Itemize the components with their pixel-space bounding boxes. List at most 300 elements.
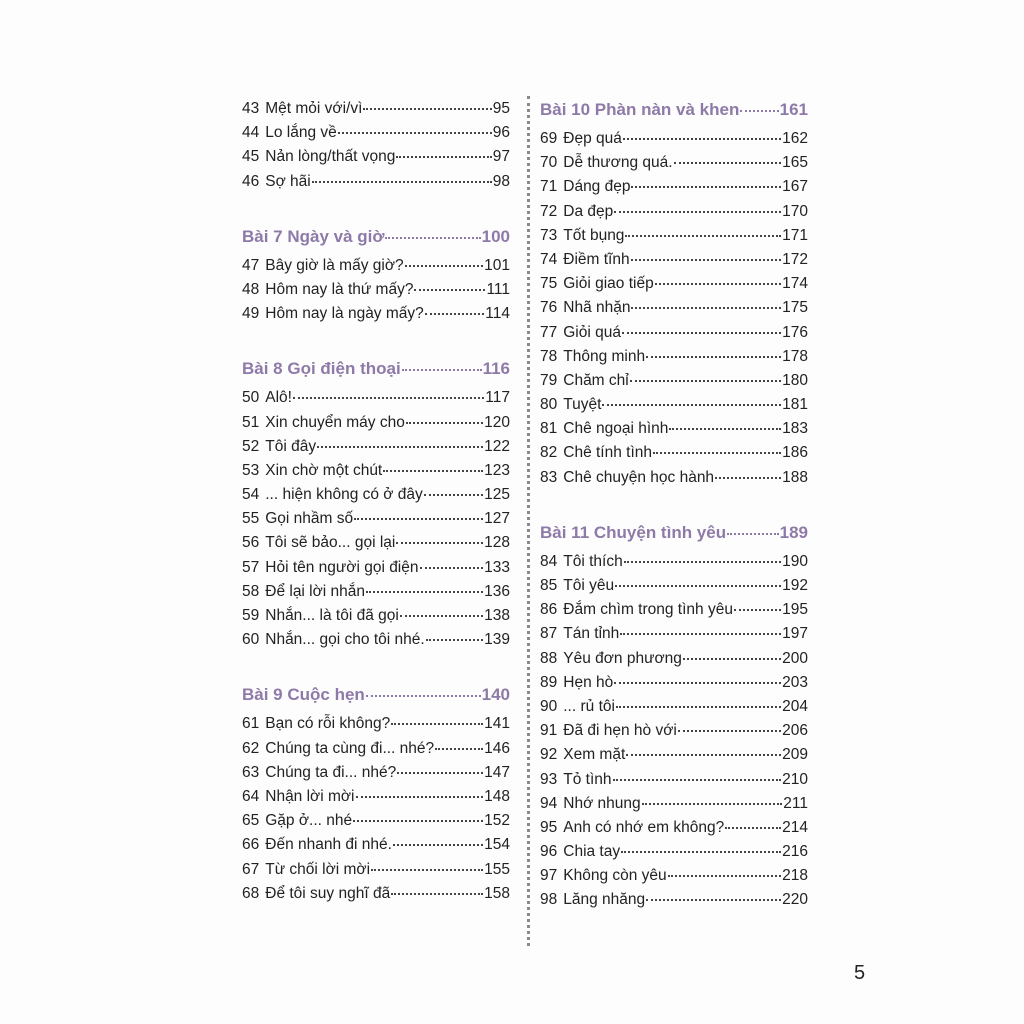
entry-number: 87 <box>540 625 558 643</box>
dot-leader <box>602 404 781 406</box>
page-number: 5 <box>854 962 866 984</box>
dot-leader <box>424 494 483 496</box>
entry-page-number: 192 <box>782 577 808 594</box>
entry-page-number: 95 <box>492 100 510 117</box>
dot-leader <box>371 869 483 871</box>
entry-number: 43 <box>242 100 260 117</box>
entry-title: ... hiện không có ở đây <box>265 486 423 504</box>
entry-title: Từ chối lời mời <box>265 860 371 878</box>
toc-entry <box>242 257 510 281</box>
dot-leader <box>366 695 481 697</box>
section-heading <box>242 359 510 389</box>
entry-page-number: 195 <box>782 601 808 619</box>
entry-page-number: 136 <box>484 582 510 600</box>
entry-number: 58 <box>242 582 260 600</box>
entry-title: Nhắn... gọi cho tôi nhé. <box>265 631 425 649</box>
toc-entry <box>242 631 510 655</box>
toc-entry <box>242 740 510 764</box>
entry-number: 93 <box>540 770 558 788</box>
dot-leader <box>620 633 781 635</box>
entry-number: 48 <box>242 280 260 298</box>
toc-entry <box>540 746 808 770</box>
entry-number: 47 <box>242 256 260 274</box>
dot-leader <box>655 283 781 285</box>
entry-number: 78 <box>540 347 558 365</box>
toc-entry <box>540 420 808 444</box>
dot-leader <box>734 609 781 611</box>
entry-page-number: 162 <box>782 130 808 147</box>
toc-entry <box>540 553 808 577</box>
dot-leader <box>674 162 782 164</box>
section-page-number: 140 <box>481 685 510 705</box>
entry-number: 61 <box>242 715 260 733</box>
section-heading <box>540 523 808 553</box>
dot-leader <box>642 803 783 805</box>
toc-entry <box>242 715 510 739</box>
column-divider <box>527 96 530 946</box>
dot-leader <box>366 591 483 593</box>
entry-title: Tuyệt <box>563 396 602 414</box>
entry-number: 89 <box>540 673 558 691</box>
entry-number: 63 <box>242 763 260 781</box>
entry-number: 90 <box>540 697 558 715</box>
entry-number: 86 <box>540 601 558 619</box>
entry-page-number: 172 <box>782 250 808 268</box>
entry-page-number: 203 <box>782 673 808 691</box>
toc-entry <box>242 534 510 558</box>
entry-page-number: 186 <box>782 444 808 462</box>
entry-page-number: 183 <box>782 420 808 438</box>
toc-entry <box>540 324 808 348</box>
entry-title: Gọi nhầm số <box>265 510 354 528</box>
entry-number: 96 <box>540 843 558 861</box>
entry-title: Alô! <box>265 389 292 407</box>
dot-leader <box>616 706 781 708</box>
entry-page-number: 154 <box>484 836 510 854</box>
section-title: Bài 10 Phàn nàn và khen <box>540 100 740 119</box>
entry-title: Không còn yêu <box>563 867 667 885</box>
entry-title: Giỏi quá <box>563 323 621 341</box>
toc-entry <box>540 299 808 323</box>
entry-page-number: 111 <box>486 280 510 298</box>
dot-leader <box>391 723 483 725</box>
entry-number: 75 <box>540 275 558 293</box>
dot-leader <box>383 470 483 472</box>
entry-page-number: 152 <box>484 812 510 830</box>
entry-number: 76 <box>540 299 558 317</box>
toc-entry <box>242 583 510 607</box>
toc-entry <box>540 867 808 891</box>
toc-entry <box>242 281 510 305</box>
entry-page-number: 218 <box>782 867 808 885</box>
entry-number: 74 <box>540 250 558 268</box>
entry-title: Tốt bụng <box>563 226 625 244</box>
entry-title: Nhã nhặn <box>563 299 631 317</box>
dot-leader <box>425 313 485 315</box>
entry-title: Chúng ta đi... nhé? <box>265 763 397 781</box>
entry-page-number: 127 <box>484 510 510 528</box>
entry-number: 72 <box>540 202 558 220</box>
toc-right-column <box>540 100 808 916</box>
dot-leader <box>646 356 781 358</box>
entry-title: Xem mặt <box>563 746 626 764</box>
section-title: Bài 7 Ngày và giờ <box>242 226 385 246</box>
toc-entry <box>540 469 808 493</box>
dot-leader <box>391 893 483 895</box>
entry-page-number: 147 <box>484 763 510 781</box>
entry-page-number: 170 <box>782 202 808 220</box>
toc-entry <box>540 348 808 372</box>
entry-title: Lo lắng về <box>265 124 337 142</box>
entry-number: 94 <box>540 794 558 812</box>
entry-title: Hỏi tên người gọi điện <box>265 558 419 576</box>
dot-leader <box>669 428 781 430</box>
entry-number: 71 <box>540 178 558 196</box>
dot-leader <box>626 754 781 756</box>
entry-number: 77 <box>540 323 558 341</box>
entry-number: 51 <box>242 413 260 431</box>
entry-number: 44 <box>242 124 260 142</box>
toc-entry <box>242 124 510 148</box>
entry-title: Bạn có rỗi không? <box>265 715 391 733</box>
entry-title: Xin chuyển máy cho <box>265 413 405 431</box>
toc-entry <box>242 438 510 462</box>
entry-title: Sợ hãi <box>265 172 311 190</box>
entry-title: Giỏi giao tiếp <box>563 275 654 293</box>
toc-entry <box>540 275 808 299</box>
section-page-number: 100 <box>481 226 510 246</box>
entry-title: Đẹp quá <box>563 130 622 147</box>
entry-page-number: 97 <box>492 148 510 166</box>
entry-title: Chia tay <box>563 843 621 861</box>
entry-page-number: 165 <box>782 154 808 172</box>
dot-leader <box>631 259 782 261</box>
toc-entry <box>540 154 808 178</box>
toc-entry <box>540 722 808 746</box>
entry-number: 95 <box>540 818 558 836</box>
dot-leader <box>405 265 484 267</box>
entry-page-number: 114 <box>485 305 510 323</box>
entry-page-number: 138 <box>484 607 510 624</box>
entry-title: Nhắn... là tôi đã gọi <box>265 607 399 624</box>
entry-number: 59 <box>242 607 260 624</box>
toc-entry <box>242 885 510 909</box>
toc-entry <box>540 795 808 819</box>
entry-page-number: 174 <box>782 275 808 293</box>
entry-title: Xin chờ một chút <box>265 461 383 479</box>
entry-number: 69 <box>540 130 558 147</box>
entry-title: Tỏ tình <box>563 770 612 788</box>
dot-leader <box>338 132 492 134</box>
entry-title: Chăm chỉ <box>563 371 629 389</box>
entry-title: Gặp ở... nhé <box>265 812 353 830</box>
entry-page-number: 220 <box>782 891 808 909</box>
entry-title: Anh có nhớ em không? <box>563 818 725 836</box>
entry-page-number: 139 <box>484 631 510 649</box>
toc-entry <box>242 414 510 438</box>
entry-page-number: 178 <box>782 347 808 365</box>
toc-entry <box>242 607 510 631</box>
entry-page-number: 209 <box>782 746 808 764</box>
entry-page-number: 181 <box>782 396 808 414</box>
entry-title: Bây giờ là mấy giờ? <box>265 256 404 274</box>
entry-number: 83 <box>540 468 558 486</box>
entry-number: 54 <box>242 486 260 504</box>
entry-page-number: 96 <box>492 124 510 142</box>
dot-leader <box>715 477 781 479</box>
toc-entry <box>540 698 808 722</box>
dot-leader <box>622 332 781 334</box>
dot-leader <box>614 682 781 684</box>
section-title: Bài 11 Chuyện tình yêu <box>540 522 727 542</box>
toc-entry <box>540 625 808 649</box>
dot-leader <box>414 289 485 291</box>
entry-title: Điềm tĩnh <box>563 250 630 268</box>
toc-entry <box>242 836 510 860</box>
entry-page-number: 125 <box>484 486 510 504</box>
entry-page-number: 128 <box>484 534 510 552</box>
toc-entry <box>242 148 510 172</box>
entry-page-number: 133 <box>484 558 510 576</box>
dot-leader <box>396 542 483 544</box>
entry-page-number: 188 <box>782 468 808 486</box>
entry-number: 46 <box>242 172 260 190</box>
entry-title: Tôi đây <box>265 437 317 455</box>
toc-entry <box>242 764 510 788</box>
toc-entry <box>540 771 808 795</box>
dot-leader <box>740 110 778 112</box>
entry-title: Đắm chìm trong tình yêu <box>563 601 733 619</box>
entry-title: Hôm nay là ngày mấy? <box>265 305 424 323</box>
entry-title: Để lại lời nhắn <box>265 582 366 600</box>
entry-page-number: 117 <box>485 389 510 407</box>
dot-leader <box>623 138 781 140</box>
toc-entry <box>242 100 510 124</box>
entry-title: Dễ thương quá. <box>563 154 673 172</box>
dot-leader <box>727 533 779 535</box>
section-title: Bài 9 Cuộc hẹn <box>242 685 365 705</box>
toc-entry <box>540 577 808 601</box>
entry-page-number: 98 <box>492 172 510 190</box>
section-page-number: 161 <box>779 100 808 119</box>
toc-entry <box>242 559 510 583</box>
entry-page-number: 206 <box>782 722 808 740</box>
toc-entry <box>540 843 808 867</box>
entry-page-number: 141 <box>484 715 510 733</box>
toc-entry <box>540 650 808 674</box>
toc-left-column <box>242 100 510 909</box>
entry-page-number: 214 <box>782 818 808 836</box>
entry-title: Hôm nay là thứ mấy? <box>265 280 414 298</box>
entry-number: 80 <box>540 396 558 414</box>
dot-leader <box>396 156 491 158</box>
dot-leader <box>293 397 484 399</box>
entry-number: 70 <box>540 154 558 172</box>
dot-leader <box>614 211 781 213</box>
entry-title: Nhận lời mời <box>265 787 355 805</box>
entry-number: 67 <box>242 860 260 878</box>
dot-leader <box>406 422 483 424</box>
section-page-number: 116 <box>482 359 510 379</box>
entry-number: 68 <box>242 884 260 902</box>
entry-number: 60 <box>242 631 260 649</box>
entry-number: 53 <box>242 461 260 479</box>
dot-leader <box>621 851 781 853</box>
entry-number: 97 <box>540 867 558 885</box>
entry-number: 84 <box>540 552 558 570</box>
entry-page-number: 210 <box>782 770 808 788</box>
entry-page-number: 167 <box>782 178 808 196</box>
dot-leader <box>435 748 483 750</box>
entry-number: 73 <box>540 226 558 244</box>
dot-leader <box>678 730 781 732</box>
entry-page-number: 197 <box>782 625 808 643</box>
entry-page-number: 155 <box>484 860 510 878</box>
dot-leader <box>312 181 492 183</box>
section-heading <box>242 685 510 715</box>
toc-entry <box>540 444 808 468</box>
entry-page-number: 148 <box>484 787 510 805</box>
entry-title: ... rủ tôi <box>563 697 615 715</box>
entry-page-number: 122 <box>484 437 510 455</box>
toc-entry <box>540 178 808 202</box>
entry-page-number: 216 <box>782 843 808 861</box>
toc-entry <box>242 861 510 885</box>
dot-leader <box>354 518 483 520</box>
toc-entry <box>242 173 510 197</box>
entry-number: 52 <box>242 437 260 455</box>
dot-leader <box>420 567 484 569</box>
entry-title: Chê ngoại hình <box>563 420 669 438</box>
dot-leader <box>668 875 781 877</box>
entry-title: Đến nhanh đi nhé. <box>265 836 392 854</box>
entry-title: Nản lòng/thất vọng <box>265 148 396 166</box>
entry-number: 85 <box>540 577 558 594</box>
entry-number: 98 <box>540 891 558 909</box>
toc-entry <box>242 788 510 812</box>
section-heading <box>540 100 808 130</box>
entry-page-number: 146 <box>484 739 510 757</box>
dot-leader <box>393 844 483 846</box>
entry-page-number: 176 <box>782 323 808 341</box>
dot-leader <box>356 796 484 798</box>
toc-entry <box>242 510 510 534</box>
entry-title: Da đẹp <box>563 202 614 220</box>
toc-entry <box>540 674 808 698</box>
dot-leader <box>363 108 491 110</box>
dot-leader <box>625 235 781 237</box>
dot-leader <box>397 772 483 774</box>
dot-leader <box>624 561 781 563</box>
entry-page-number: 171 <box>782 226 808 244</box>
entry-page-number: 175 <box>782 299 808 317</box>
dot-leader <box>353 820 483 822</box>
dot-leader <box>402 369 482 371</box>
toc-entry <box>242 812 510 836</box>
dot-leader <box>630 380 781 382</box>
dot-leader <box>653 452 781 454</box>
entry-title: Mệt mỏi với/vì <box>265 100 363 117</box>
toc-entry <box>540 819 808 843</box>
dot-leader <box>317 446 483 448</box>
dot-leader <box>683 658 781 660</box>
entry-number: 56 <box>242 534 260 552</box>
entry-number: 55 <box>242 510 260 528</box>
entry-title: Nhớ nhung <box>563 794 641 812</box>
toc-entry <box>242 305 510 329</box>
entry-number: 49 <box>242 305 260 323</box>
dot-leader <box>615 585 781 587</box>
section-heading <box>242 227 510 257</box>
section-page-number: 189 <box>779 522 808 542</box>
entry-number: 79 <box>540 371 558 389</box>
entry-title: Chúng ta cùng đi... nhé? <box>265 739 435 757</box>
toc-entry <box>242 462 510 486</box>
toc-entry <box>242 486 510 510</box>
entry-number: 65 <box>242 812 260 830</box>
toc-entry <box>540 130 808 154</box>
entry-title: Tán tỉnh <box>563 625 620 643</box>
entry-number: 66 <box>242 836 260 854</box>
entry-page-number: 158 <box>484 884 510 902</box>
dot-leader <box>631 186 781 188</box>
dot-leader <box>385 237 480 239</box>
entry-number: 62 <box>242 739 260 757</box>
dot-leader <box>646 899 781 901</box>
entry-number: 50 <box>242 389 260 407</box>
entry-page-number: 204 <box>782 697 808 715</box>
entry-title: Chê tính tình <box>563 444 653 462</box>
entry-number: 82 <box>540 444 558 462</box>
entry-title: Lăng nhăng <box>563 891 646 909</box>
dot-leader <box>426 639 483 641</box>
entry-title: Tôi sẽ bảo... gọi lại <box>265 534 396 552</box>
toc-entry <box>540 251 808 275</box>
entry-title: Để tôi suy nghĩ đã <box>265 884 391 902</box>
entry-page-number: 200 <box>782 649 808 667</box>
section-title: Bài 8 Gọi điện thoại <box>242 359 401 379</box>
entry-title: Đã đi hẹn hò với <box>563 722 677 740</box>
entry-page-number: 101 <box>484 256 510 274</box>
entry-title: Thông minh <box>563 347 646 365</box>
entry-page-number: 180 <box>782 371 808 389</box>
entry-page-number: 190 <box>782 552 808 570</box>
entry-title: Hẹn hò <box>563 673 614 691</box>
entry-number: 57 <box>242 558 260 576</box>
toc-entry <box>540 396 808 420</box>
toc-entry <box>540 203 808 227</box>
entry-title: Dáng đẹp <box>563 178 631 196</box>
toc-entry <box>540 227 808 251</box>
toc-entry <box>540 601 808 625</box>
entry-page-number: 123 <box>484 461 510 479</box>
entry-title: Yêu đơn phương <box>563 649 682 667</box>
toc-entry <box>540 891 808 915</box>
entry-number: 64 <box>242 787 260 805</box>
toc-entry <box>242 389 510 413</box>
entry-number: 88 <box>540 649 558 667</box>
entry-title: Tôi yêu <box>563 577 615 594</box>
entry-page-number: 211 <box>783 794 808 812</box>
toc-entry <box>540 372 808 396</box>
dot-leader <box>613 779 782 781</box>
dot-leader <box>400 615 483 617</box>
entry-title: Chê chuyện học hành <box>563 468 715 486</box>
entry-number: 92 <box>540 746 558 764</box>
entry-number: 45 <box>242 148 260 166</box>
entry-number: 81 <box>540 420 558 438</box>
entry-page-number: 120 <box>484 413 510 431</box>
